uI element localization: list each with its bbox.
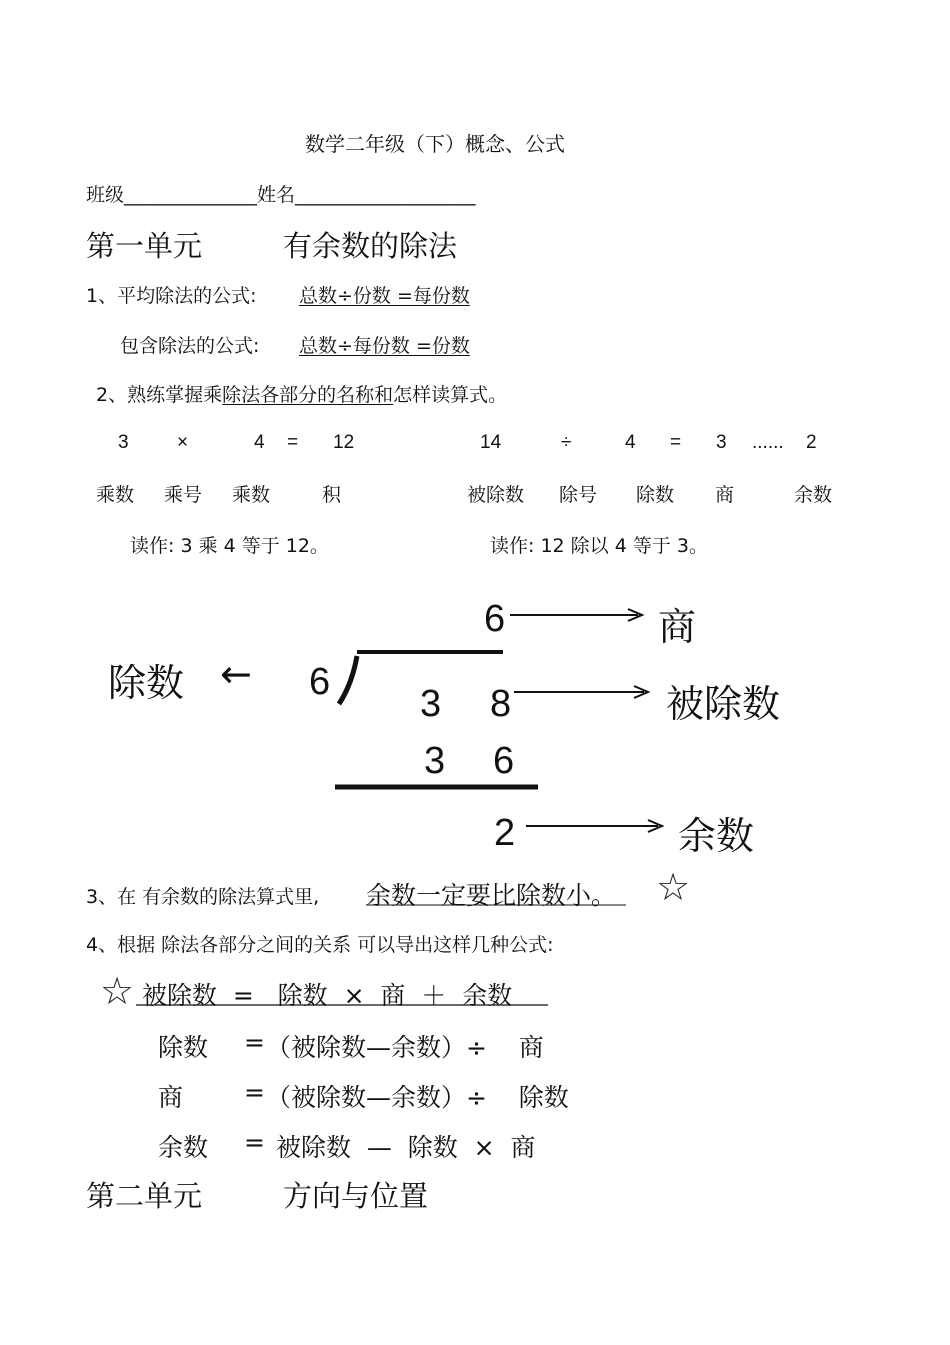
label-remainder: 余数 [678, 814, 755, 858]
long-div-product-1: 3 [424, 740, 446, 782]
label-dividend: 被除数 [666, 682, 781, 726]
div-name-1: 被除数 [467, 484, 525, 506]
long-div-remainder: 2 [494, 812, 516, 854]
class-blank[interactable]: ______________ [124, 184, 258, 206]
long-div-divisor: 6 [309, 661, 331, 703]
div-name-5: 余数 [794, 484, 833, 506]
div-token-5: 3 [716, 432, 727, 453]
item1-label2: 包含除法的公式: [120, 335, 260, 357]
mult-token-2: × [177, 432, 189, 453]
long-div-product-2: 6 [493, 740, 515, 782]
div-name-4: 商 [715, 484, 735, 506]
mult-name-3: 乘数 [232, 484, 271, 506]
formula-row-3-lhs: 余数 [158, 1133, 209, 1162]
div-token-1: 14 [480, 432, 502, 453]
long-div-quotient: 6 [484, 598, 506, 640]
name-label: 姓名 [257, 184, 296, 206]
arrow-left-divisor: ← [220, 652, 252, 696]
div-name-2: 除号 [559, 484, 598, 506]
item1-label: 1、平均除法的公式: [86, 285, 257, 307]
unit2-label: 第二单元 [86, 1179, 203, 1213]
mult-name-1: 乘数 [96, 484, 135, 506]
item1-formula2: 总数÷每份数 =份数 [299, 335, 470, 357]
unit1-label: 第一单元 [86, 229, 203, 263]
unit2-topic: 方向与位置 [283, 1179, 429, 1213]
mult-token-4: = [287, 432, 299, 453]
formula-row-1-eq: = [244, 1028, 265, 1057]
div-token-6: ...... [752, 432, 784, 453]
long-div-dividend-1: 3 [420, 683, 442, 725]
main-formula: 被除数 = 除数 × 商 ＋ 余数 [142, 981, 513, 1010]
div-token-3: 4 [625, 432, 636, 453]
div-token-2: ÷ [561, 432, 572, 453]
div-read: 读作: 12 除以 4 等于 3。 [490, 535, 708, 557]
item3-text: 3、在 有余数的除法算式里, [86, 886, 320, 908]
item4-text: 4、根据 除法各部分之间的关系 可以导出这样几种公式: [86, 934, 554, 956]
formula-row-2-lhs: 商 [158, 1083, 184, 1112]
unit1-topic: 有余数的除法 [283, 229, 458, 263]
bracket-curve [339, 656, 357, 704]
mult-name-4: 积 [322, 484, 342, 506]
label-divisor: 除数 [108, 661, 185, 705]
formula-row-2-eq: = [244, 1078, 265, 1107]
formula-row-3-rhs: 被除数 — 除数 × 商 [276, 1133, 536, 1162]
mult-token-3: 4 [254, 432, 265, 453]
item2-underlined: 除法各部分的名称和 [222, 384, 394, 406]
div-name-3: 除数 [636, 484, 675, 506]
mult-read: 读作: 3 乘 4 等于 12。 [130, 535, 329, 557]
formula-row-1-rhs: （被除数—余数）÷ 商 [266, 1033, 544, 1062]
formula-row-2-rhs: （被除数—余数）÷ 除数 [266, 1083, 569, 1112]
mult-token-1: 3 [118, 432, 129, 453]
mult-token-5: 12 [333, 432, 355, 453]
formula-row-3-eq: = [244, 1128, 265, 1157]
item2-pre: 2、熟练掌握乘 [96, 384, 223, 406]
name-blank[interactable]: ___________________ [295, 184, 476, 206]
item2-post: 怎样读算式。 [393, 384, 508, 406]
mult-name-2: 乘号 [164, 484, 203, 506]
div-token-7: 2 [806, 432, 817, 453]
class-label: 班级 [86, 184, 125, 206]
page-title: 数学二年级（下）概念、公式 [305, 132, 565, 156]
div-token-4: = [670, 432, 682, 453]
star-icon: ☆ [100, 969, 135, 1013]
label-quotient: 商 [658, 605, 697, 649]
long-div-dividend-2: 8 [490, 683, 512, 725]
formula-row-1-lhs: 除数 [158, 1033, 209, 1062]
item3-emphasis: 余数一定要比除数小。 [366, 881, 617, 910]
item1-formula: 总数÷份数 =每份数 [299, 285, 470, 307]
star-icon: ☆ [656, 865, 691, 909]
